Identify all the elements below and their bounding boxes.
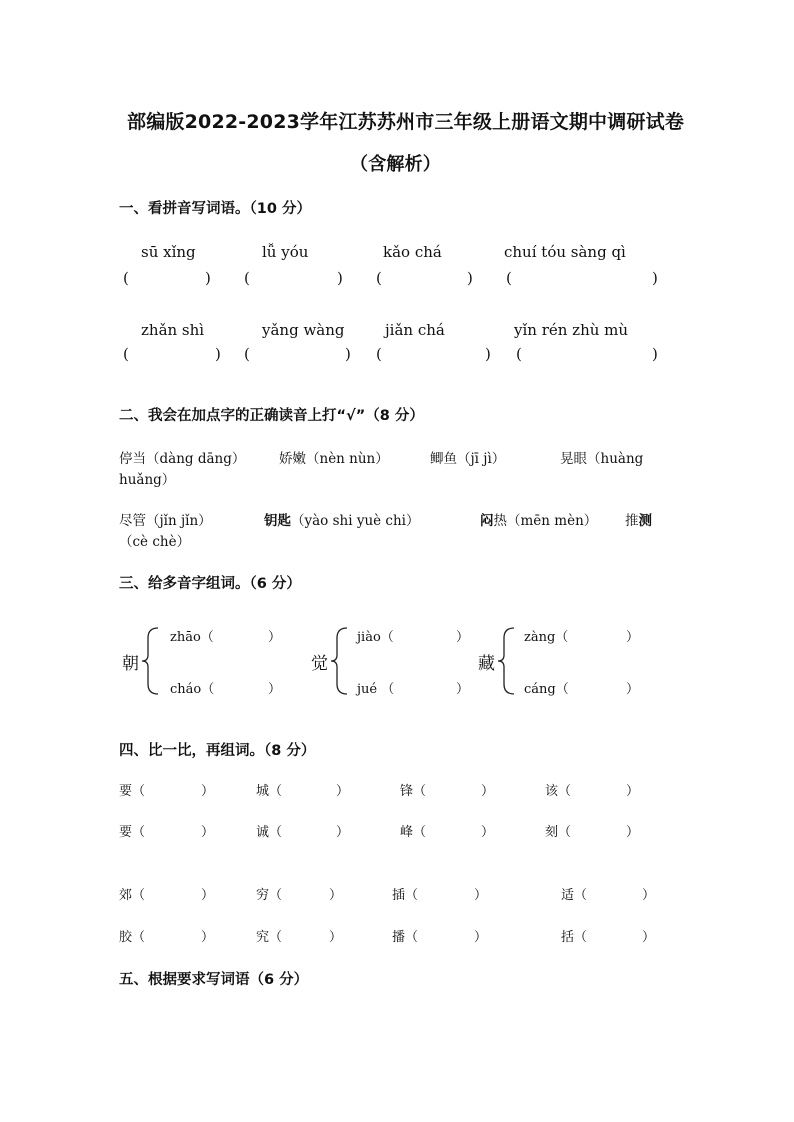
reading-option-continued: huǎng） xyxy=(119,472,176,488)
blank-close[interactable]: ） xyxy=(626,682,640,697)
blank-close: ） xyxy=(626,825,640,840)
char-blank[interactable]: 刻（ xyxy=(545,825,572,840)
reading-option[interactable]: 晃眼（huàng xyxy=(560,451,644,467)
section-4-heading: 四、比一比，再组词。（8 分） xyxy=(119,743,316,759)
reading-option[interactable] xyxy=(625,509,652,529)
paren-close: ) xyxy=(652,345,658,363)
pinyin-choices: 热（mēn mèn） xyxy=(493,513,598,529)
word-part: 推 xyxy=(625,513,639,529)
section-3-heading: 三、给多音字组词。（6 分） xyxy=(119,576,301,592)
polyphone-char: 朝 xyxy=(122,654,139,674)
pinyin-label: cháo（ xyxy=(170,682,215,697)
char-blank[interactable]: 该（ xyxy=(545,784,572,799)
blank-close: ） xyxy=(329,930,343,945)
blank-close: ） xyxy=(642,930,656,945)
pinyin: jiǎn chá xyxy=(385,321,445,339)
paren-open: ( xyxy=(516,345,522,363)
pinyin-label: jué （ xyxy=(357,682,395,697)
section-1-heading: 一、看拼音写词语。（10 分） xyxy=(119,201,311,217)
bold-char: 测 xyxy=(638,513,652,529)
blank-close: ） xyxy=(201,930,215,945)
bold-word: 钥匙 xyxy=(264,513,291,529)
blank-close: ） xyxy=(336,784,350,799)
page-subtitle: （含解析） xyxy=(350,154,441,175)
bold-char: 闷 xyxy=(480,513,494,529)
pinyin-label: zàng（ xyxy=(524,630,569,645)
blank-close: ） xyxy=(201,784,215,799)
paren-open: ( xyxy=(123,269,129,287)
blank-close: ） xyxy=(474,888,488,903)
brace-icon xyxy=(496,626,516,696)
paren-close: ) xyxy=(652,269,658,287)
char-blank[interactable]: 播（ xyxy=(392,930,419,945)
char-blank[interactable]: 锋（ xyxy=(400,784,427,799)
paren-open: ( xyxy=(506,269,512,287)
char-blank[interactable]: 要（ xyxy=(119,784,146,799)
char-blank[interactable]: 括（ xyxy=(561,930,588,945)
paren-close: ) xyxy=(337,269,343,287)
blank-close: ） xyxy=(329,888,343,903)
brace-icon xyxy=(140,626,160,696)
pinyin-label: zhāo（ xyxy=(170,630,214,645)
blank-close: ） xyxy=(201,888,215,903)
paren-close: ) xyxy=(215,345,221,363)
char-blank[interactable]: 峰（ xyxy=(400,825,427,840)
reading-option[interactable]: 鲫鱼（jī jì） xyxy=(430,451,506,467)
blank-close[interactable]: ） xyxy=(456,682,470,697)
paren-open: ( xyxy=(376,345,382,363)
blank-close[interactable]: ） xyxy=(456,630,470,645)
char-blank[interactable]: 诚（ xyxy=(256,825,283,840)
char-blank[interactable]: 胶（ xyxy=(119,930,146,945)
paren-close: ) xyxy=(345,345,351,363)
blank-close[interactable]: ） xyxy=(626,630,640,645)
reading-option-continued: （cè chè） xyxy=(119,534,191,550)
char-blank[interactable]: 适（ xyxy=(561,888,588,903)
paren-close: ) xyxy=(485,345,491,363)
section-2-heading: 二、我会在加点字的正确读音上打“√”（8 分） xyxy=(119,408,424,424)
pinyin-choices: （yào shi yuè chi） xyxy=(291,513,420,529)
reading-option[interactable]: 停当（dàng dāng） xyxy=(119,451,246,467)
paren-close: ) xyxy=(467,269,473,287)
pinyin-label: jiào（ xyxy=(357,630,394,645)
blank-close: ） xyxy=(481,784,495,799)
reading-option[interactable]: 尽管（jǐn jǐn） xyxy=(119,513,212,529)
blank-close: ） xyxy=(642,888,656,903)
polyphone-char: 藏 xyxy=(478,654,495,674)
section-5-heading: 五、根据要求写词语（6 分） xyxy=(119,972,309,988)
paren-open: ( xyxy=(376,269,382,287)
char-blank[interactable]: 城（ xyxy=(256,784,283,799)
brace-icon xyxy=(329,626,349,696)
pinyin: kǎo chá xyxy=(383,243,442,261)
blank-close[interactable]: ） xyxy=(268,682,282,697)
char-blank[interactable]: 究（ xyxy=(256,930,283,945)
blank-close: ） xyxy=(481,825,495,840)
pinyin: lǚ yóu xyxy=(262,243,309,261)
blank-close: ） xyxy=(626,784,640,799)
paren-close: ) xyxy=(205,269,211,287)
char-blank[interactable]: 郊（ xyxy=(119,888,146,903)
page-title: 部编版2022-2023学年江苏苏州市三年级上册语文期中调研试卷 xyxy=(127,111,685,133)
paren-open: ( xyxy=(244,269,250,287)
pinyin: sū xǐng xyxy=(141,243,196,261)
paren-open: ( xyxy=(123,345,129,363)
pinyin: chuí tóu sàng qì xyxy=(504,243,626,261)
char-blank[interactable]: 要（ xyxy=(119,825,146,840)
pinyin: yǐn rén zhù mù xyxy=(514,321,629,339)
pinyin-label: cáng（ xyxy=(524,682,569,697)
blank-close: ） xyxy=(336,825,350,840)
blank-close: ） xyxy=(474,930,488,945)
reading-option[interactable] xyxy=(264,509,420,529)
reading-option[interactable] xyxy=(480,509,597,529)
paren-open: ( xyxy=(244,345,250,363)
blank-close: ） xyxy=(201,825,215,840)
polyphone-char: 觉 xyxy=(311,654,328,674)
blank-close[interactable]: ） xyxy=(268,630,282,645)
reading-option[interactable]: 娇嫩（nèn nùn） xyxy=(279,451,389,467)
pinyin: yǎng wàng xyxy=(262,321,345,339)
char-blank[interactable]: 插（ xyxy=(392,888,419,903)
char-blank[interactable]: 穷（ xyxy=(256,888,283,903)
pinyin: zhǎn shì xyxy=(141,321,205,339)
